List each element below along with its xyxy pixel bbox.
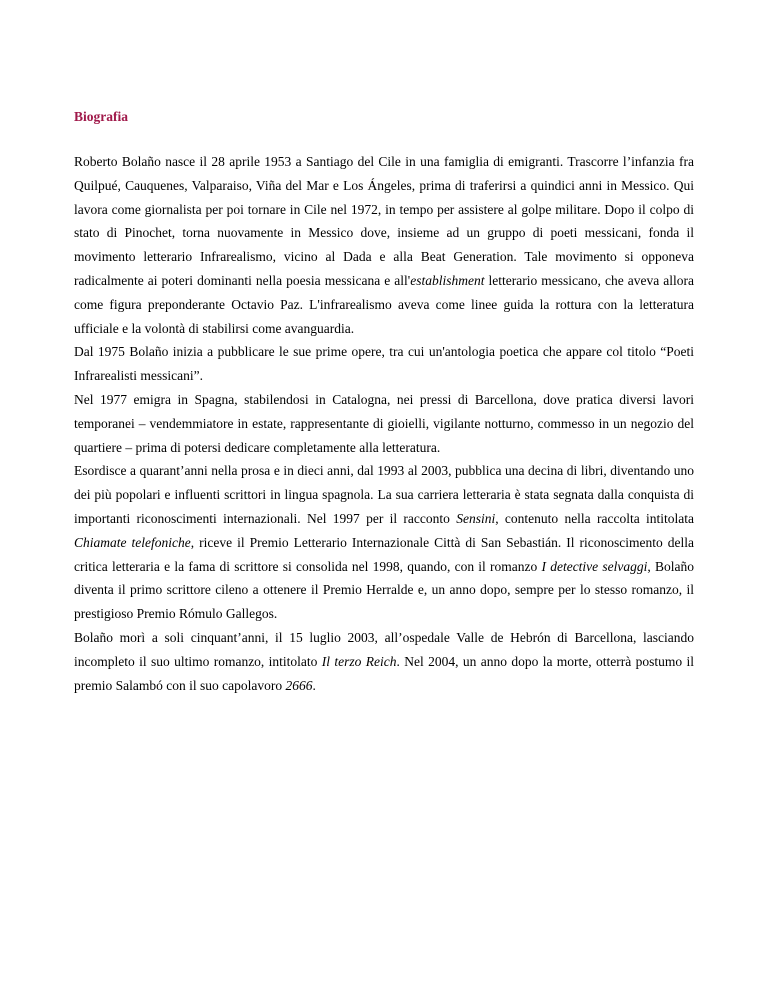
paragraph xyxy=(74,388,694,459)
italic-title-text: Chiamate telefoniche xyxy=(74,534,191,550)
italic-title-text: Sensini xyxy=(456,510,496,526)
paragraph xyxy=(74,340,694,388)
biography-body xyxy=(74,150,694,697)
paragraph xyxy=(74,459,694,626)
italic-title-text: Il terzo Reich xyxy=(321,653,397,669)
paragraph-text: , Bolaño diventa il primo scrittore cileno a ottenere il Premio Herralde e, un anno dopo, sempre per lo stesso romanzo, il prestigioso Premio Rómulo Gallegos. xyxy=(74,558,694,622)
paragraph xyxy=(74,626,694,697)
paragraph-text: Bolaño morì a soli cinquant’anni, il 15 luglio 2003, all’ospedale Valle de Hebrón di Barcellona, lasciando incompleto il suo ultimo romanzo, intitolato xyxy=(74,629,694,669)
italic-title-text: I detective selvaggi xyxy=(541,558,648,574)
section-heading: Biografia xyxy=(74,109,128,124)
paragraph-text: , riceve il Premio Letterario Internazionale Città di San Sebastián. Il riconoscimento della critica letteraria e la fama di scrittore si consolida nel 1998, quando, con il romanzo xyxy=(74,534,694,574)
paragraph-text: Dal 1975 Bolaño inizia a pubblicare le sue prime opere, tra cui un'antologia poetica che appare col titolo “Poeti Infrarealisti messicani”. xyxy=(74,344,694,384)
paragraph-text: . Nel 2004, un anno dopo la morte, otterrà postumo il premio Salambó con il suo capolavoro xyxy=(74,653,694,693)
italic-title-text: establishment xyxy=(410,272,485,288)
paragraph-text: . xyxy=(312,677,316,693)
italic-title-text: 2666 xyxy=(285,677,313,693)
paragraph xyxy=(74,150,694,340)
paragraph-text: Roberto Bolaño nasce il 28 aprile 1953 a Santiago del Cile in una famiglia di emigranti. Trascorre l’infanzia fra Quilpué, Cauquenes, Valparaiso, Viña del Mar e Los Ángeles, prima di traferirsi a quindici anni in Messico. Qui lavora come giornalista per poi tornare in Cile nel 1972, in tempo per assistere al golpe militare. Dopo il colpo di stato di Pinochet, torna nuovamente in Messico dove, insieme ad un gruppo di poeti messicani, fonda il movimento letterario Infrarealismo, vicino al Dada e alla Beat Generation. Tale movimento si opponeva radicalmente ai poteri dominanti nella poesia messicana e all' xyxy=(74,154,694,288)
paragraph-text: Esordisce a quarant’anni nella prosa e in dieci anni, dal 1993 al 2003, pubblica una decina di libri, diventando uno dei più popolari e influenti scrittori in lingua spagnola. La sua carriera letteraria è stata segnata dalla conquista di importanti riconoscimenti internazionali. Nel 1997 per il racconto xyxy=(74,463,694,526)
paragraph-text: Nel 1977 emigra in Spagna, stabilendosi in Catalogna, nei pressi di Barcellona, dove pratica diversi lavori temporanei – vendemmiatore in estate, rappresentante di gioielli, vigilante notturno, commesso in un negozio del quartiere – prima di potersi dedicare completamente alla letteratura. xyxy=(74,391,694,455)
paragraph-text: , contenuto nella raccolta intitolata xyxy=(495,510,694,526)
paragraph-text: letterario messicano, che aveva allora come figura preponderante Octavio Paz. L'infrarealismo aveva come linee guida la rottura con la letteratura ufficiale e la volontà di stabilirsi come avanguardia. xyxy=(74,272,694,336)
